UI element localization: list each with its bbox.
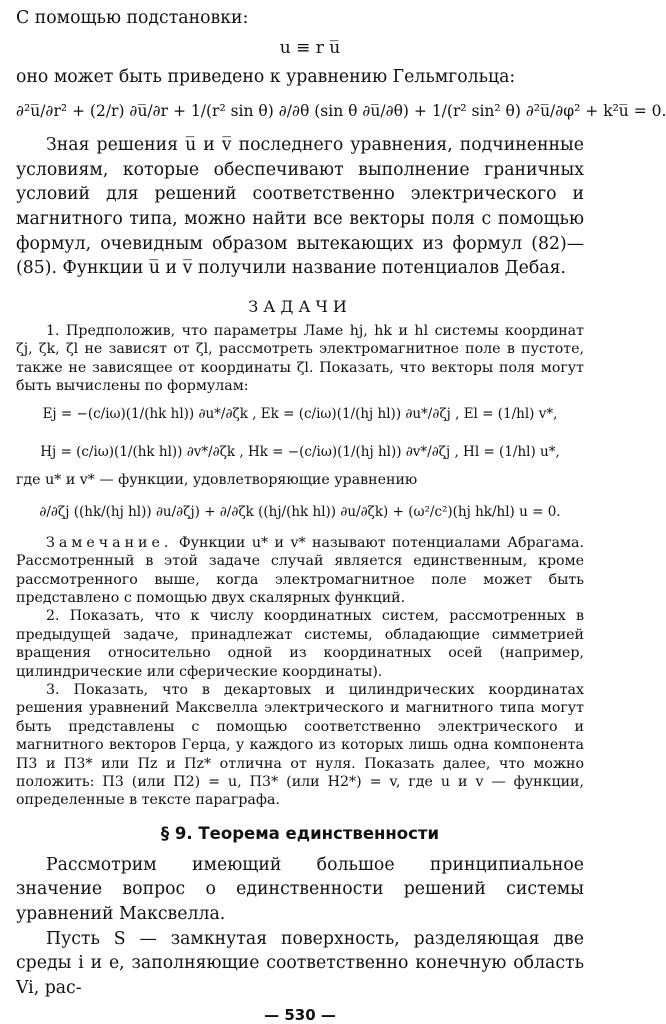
problem-1-intro: 1. Предположив, что параметры Ламе hj, hk и hl системы координат ζj, ζk, ζl не зависят от ζl, рассмотреть электромагнитное поле в пустоте, также не зависящее от координаты ζl. Показать, что векторы поля могут быть вычислены по формулам: [16,322,584,394]
where-line: где u* и v* — функции, удовлетворяющие уравнению [16,472,418,489]
remark-label: Замечание. [46,534,173,551]
section-paragraph-2: Пусть S — замкнутая поверхность, разделяющая две среды i и e, заполняющие соответственно конечную область Vi, рас- [16,928,584,998]
helmholtz-intro: оно может быть приведено к уравнению Гельмгольца: [16,66,516,87]
remark-text: Функции u* и v* называют потенциалами Абрагама. Рассмотренный в этой задаче случай является единственным, кроме рассмотренного выше, когда электромагнитное поле может быть представлено с помощью двух скалярных функций. [16,534,584,606]
remark-paragraph [16,534,584,608]
equation-h-components: Hj = (c/iω)(1/(hk hl)) ∂v*/∂ζk , Hk = −(c/iω)(1/(hj hl)) ∂v*/∂ζj , Hl = (1/hl) u*, [40,444,560,461]
debye-paragraph: Зная решения u̅ и v̅ последнего уравнения, подчиненные условиям, которые обеспечивают выполнение граничных условий для решений соответственно электрического и магнитного типа, можно найти все векторы поля с помощью формул, очевидным образом вытекающих из формул (82)—(85). Функции u̅ и v̅ получили название потенциалов Дебая. [16,135,584,279]
equation-e-components: Ej = −(c/iω)(1/(hk hl)) ∂u*/∂ζk , Ek = (c/iω)(1/(hj hl)) ∂u*/∂ζj , El = (1/hl) v*, [42,406,558,423]
problem-3: 3. Показать, что в декартовых и цилиндрических координатах решения уравнений Максвелла электрического и магнитного типа могут быть представлены с помощью соответственно электрического и магнитного векторов Герца, у каждого из которых лишь одна компонента Π3 и Π3* или Πz и Πz* отлична от нуля. Показать далее, что можно положить: Π3 (или Π̇2) = u, Π3* (или H2*) = v, где u и v — функции, определенные в тексте параграфа. [16,682,584,809]
section-heading: § 9. Теорема единственности [160,823,440,843]
section-paragraph-1: Рассмотрим имеющий большое принципиальное значение вопрос о единственности решений системы уравнений Максвелла. [16,854,584,925]
page-number: — 530 — [264,1006,336,1024]
page [16,6,666,1024]
helmholtz-equation: ∂²u̅/∂r² + (2/r) ∂u̅/∂r + 1/(r² sin θ) ∂/∂θ (sin θ ∂u̅/∂θ) + 1/(r² sin² θ) ∂²u̅/∂φ² + k²u̅ = 0. [16,102,666,121]
problem-2: 2. Показать, что к числу координатных систем, рассмотренных в предыдущей задаче, принадлежат системы, обладающие симметрией вращения относительно одной из координатных осей (например, цилиндрические или сферические координаты). [16,608,584,680]
problems-heading: ЗАДАЧИ [248,296,352,316]
substitution-equation: u ≡ r u̅ [279,37,341,58]
wave-equation: ∂/∂ζj ((hk/(hj hl)) ∂u/∂ζj) + ∂/∂ζk ((hj/(hk hl)) ∂u/∂ζk) + (ω²/c²)(hj hk/hl) u = 0. [39,503,561,520]
intro-line: С помощью подстановки: [16,8,249,28]
